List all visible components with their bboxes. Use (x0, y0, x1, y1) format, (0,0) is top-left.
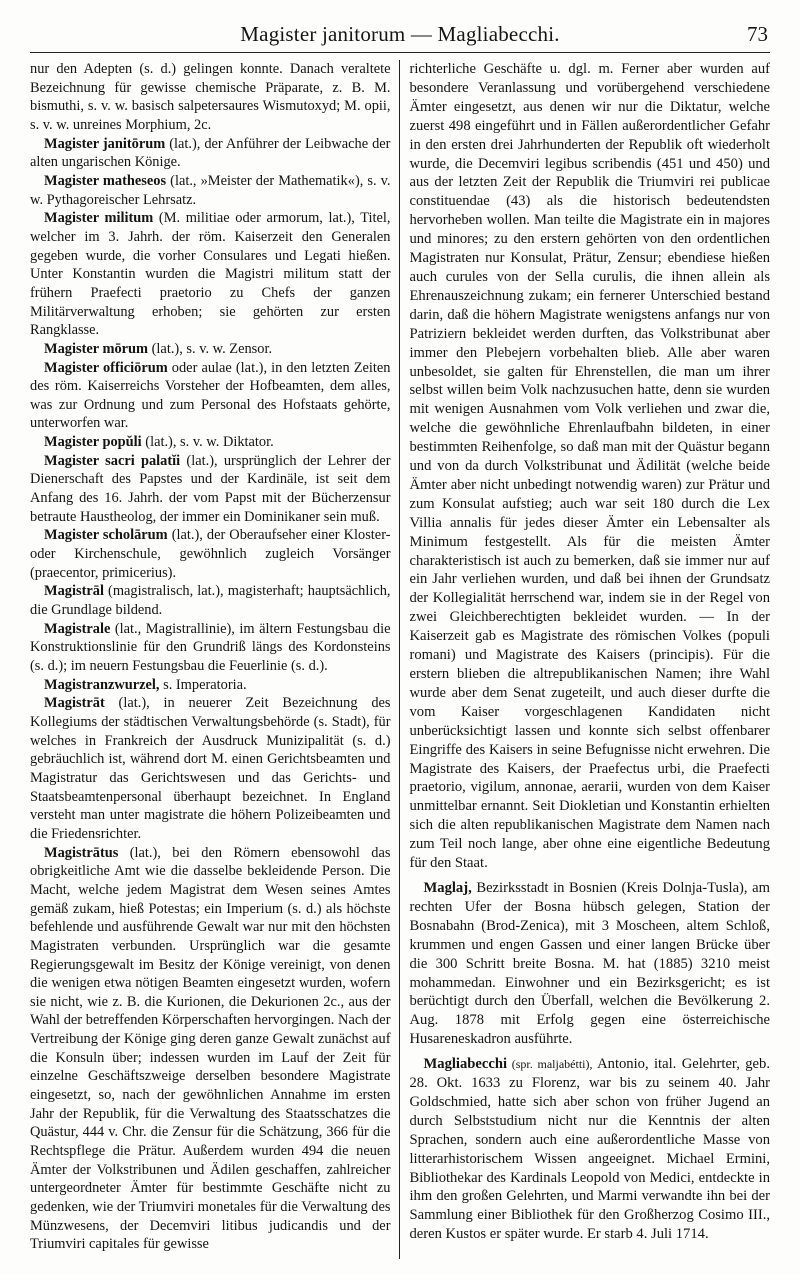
entry-text: Antonio, ital. Gelehrter, geb. 28. Okt. 1633 zu Florenz, war bis zu seinem 40. Jahr Goldschmied, hatte sich aber schon von früher Jugend an durch Selbststudium nicht nur die Kenntnis der alten Sprachen, sondern auch eine außerordentliche Masse von litterarhistorischem Wissen angeeignet. Michael Ermini, Bibliothekar des Kardinals Leopold von Medici, entdeckte in ihm den großen Gelehrten, und Marmi verwandte ihn bei der Sammlung einer Bibliothek für den Großherzog Cosimo III., deren Kustos er später wurde. Er starb 4. Juli 1714. (409, 1056, 770, 1243)
entry (30, 526, 391, 582)
entry-lemma: Magister officiōrum (44, 359, 168, 376)
entry-text: richterliche Geschäfte u. dgl. m. Ferner aber wurden auf besondere Veranlassung und vorübergehend verschiedene Ämter eingesetzt, aus denen wir nur die Diktatur, welche zuerst 498 eingeführt und in Fällen außerordentlicher Gefahr in den ersten drei Jahrhunderten der Republik oft wiederholt wurde, die Decemviri legibus scribendis (451 und 450) und aus der letzten Zeit der Republik die Triumviri rei publicae constituendae (43) als die historisch bedeutendsten hervorheben wollen. Man teilte die Magistrate ein in majores und minores; zu den erstern gehörten von den ordentlichen Magistraten nur Konsulat, Prätur, Zensur; ebendiese hießen auch curules von der Sella curulis, die ihnen allein als Ehrenauszeichnung zukam; ein fernerer Unterschied bestand darin, daß die höhern Magistrate wenigstens anfangs nur von Patriziern bekleidet werden durften, das Volkstribunat aber immer den Plebejern vorbehalten blieb. Alle aber waren unbesoldet, sie galten für Ehrenstellen, die man um ihrer selbst willen beim Volk nachzusuchen hatte, denn sie wurden mit wenigen Ausnahmen vom Volk verliehen und zwar die, welche die gewöhnliche Ehrenlaufbahn bildeten, in einer bestimmten Reihenfolge, so daß man mit der Quästur begann und von da durch Volkstribunat und Ädilität (welche beide Ämter aber nicht unbedingt notwendig waren) zur Prätur und zum Konsulat aufstieg; auch war seit 180 durch die Lex Villia annalis für jedes dieser Ämter ein Lebensalter als Minimum festgestellt. Als für die meisten Ämter charakteristisch ist auch zu bemerken, daß sie immer nur auf ein Jahr verliehen wurden, und daß bei ihnen der Grundsatz der Kollegialität herrschend war, indem sie in der Regel von zwei Gleichberechtigten bekleidet wurden. — In der Kaiserzeit gab es Magistrate des römischen Volkes (populi romani) und Magistrate des Kaisers (principis). Für die erstern blieben die altrepublikanischen Namen; ihre Wahl wurde aber dem Senat zugeteilt, und auch dieser durfte die vom Kaiser vorgeschlagenen Kandidaten nicht unberücksichtigt lassen und konnte sich selbst offenbarer Eingriffe des Kaisers in seine Befugnisse nicht erwehren. Die Magistrate des Kaisers, der Praefectus urbi, die Praefecti praetorio, vigilum, annonae, aerarii, wurden von dem Kaiser unmittelbar ernannt. Seit Diokletian und Konstantin erhielten sich die alten republikanischen Magistrate dem Namen nach zum Teil noch lange, aber ohne eine eigentliche Bedeutung für den Staat. (409, 61, 770, 872)
text-columns (30, 60, 770, 1259)
entry (30, 172, 391, 209)
entry-lemma: Magistrātus (44, 844, 119, 861)
entry (30, 209, 391, 340)
entry-lemma: Magistranzwurzel, (44, 676, 160, 693)
entry (30, 433, 391, 452)
entry-text: (lat., »Meister der Mathematik«), s. v. w. Pythagoreischer Lehrsatz. (30, 172, 391, 208)
entry-text: (lat.), der Oberaufseher einer Kloster- oder Kirchenschule, gewöhnlich zugleich Vorsänger (praecentor, primicerius). (30, 527, 391, 581)
page-number: 73 (747, 22, 768, 46)
entry-text: (lat., Magistrallinie), im ältern Festungsbau die Konstruktionslinie für den Grundriß längs des Kordonsteins (s. d.); im neuern Festungsbau die Feuerlinie (s. d.). (30, 620, 391, 674)
entry-text: s. Imperatoria. (159, 676, 247, 693)
entry-lemma: Maglaj, (423, 879, 472, 896)
entry-lemma: Magister popŭli (44, 434, 142, 451)
entry-text: (lat.), s. v. w. Zensor. (148, 340, 273, 357)
entry-lemma: Magister mōrum (44, 340, 149, 357)
entry-lemma: Magistrale (44, 620, 111, 637)
entry (30, 340, 391, 359)
entry-lemma: Magister scholārum (44, 527, 168, 544)
entry-lemma: Magister janitōrum (44, 135, 166, 152)
page-header (30, 18, 770, 53)
entry (30, 844, 391, 1254)
entry-text: (lat.), der Anführer der Leibwache der alten ungarischen Könige. (30, 135, 391, 171)
entry (30, 620, 391, 676)
entry (410, 879, 771, 1049)
entry-text: (lat.), in neuerer Zeit Bezeichnung des Kollegiums der städtischen Verwaltungsbehörde (s. Stadt), für welches in Frankreich der Ausdruck Munizipalität (s. d.) gebräuchlich ist, während dort M. einen Gerichtsbeamten und Magistratur das Gerichtswesen und das Gerichts- und Staatsbeamtenpersonal überhaupt bezeichnet. In England versteht man unter magistrate die höhern Polizeibeamten und die Friedensrichter. (30, 695, 391, 842)
entry-lemma: Magister militum (44, 210, 154, 227)
entry (30, 60, 391, 135)
entry (410, 1055, 771, 1244)
entry-text: (lat.), bei den Römern ebensowohl das obrigkeitliche Amt wie die dasselbe bekleidende Person. Die Macht, welche jedem Magistrat dem Wesen seines Amtes gemäß zukam, hieß Potestas; ein Imperium (s. d.) als höchste befehlende und ausführende Gewalt war nur mit den höchsten Magistraten verbunden. Ursprünglich war die gesamte Regierungsgewalt im Besitz der Könige vereinigt, von denen die wenigen etwa nötigen Beamten eingesetzt wurden, wofern sie nicht, wie z. B. die Kurionen, die Dekurionen 2c., aus der Wahl der betreffenden Körperschaften hervorgingen. Nach der Vertreibung der Könige ging deren ganze Gewalt zunächst auf die Konsuln über; indessen wurden im Lauf der Zeit für einzelne Geschäftszweige derselben besondere Magistrate eingesetzt, so, nach der gewöhnlichen Annahme im ersten Jahr der Republik, für die Verwaltung des Staatsschatzes die Quästur, 444 v. Chr. die Zensur für die Schätzung, 366 für die Rechtspflege die Prätur. Außerdem wurden 494 die neuen Ämter der Volkstribunen und Ädilen geschaffen, zahlreicher untergeordneter Ämter für bestimmte Geschäfte nicht zu gedenken, wie der Triumviri monetales für die Verwaltung des Münzwesens, der Decemviri litibus judicandis und der Triumviri capitales für gewisse (30, 844, 391, 1253)
entry-lemma: Magistrāt (44, 695, 105, 712)
entry-lemma: Magliabecchi (423, 1056, 507, 1073)
entry-text: Bezirksstadt in Bosnien (Kreis Dolnja-Tusla), am rechten Ufer der Bosna hübsch gelegen, Station der Bosnabahn (Brod-Zenica), mit 3 Moscheen, altem Schloß, krummen und engen Gassen und einer langen Brücke über die 300 Schritt breite Bosna. M. hat (1885) 3210 meist mohammedan. Einwohner und ein Bezirksgericht; es ist berüchtigt durch den Überfall, welchen die Bevölkerung 2. Aug. 1878 mit Erfolg gegen eine österreichische Husareneskadron ausführte. (409, 879, 770, 1048)
left-column (30, 60, 397, 1259)
entry (30, 359, 391, 434)
entry-lemma: Magister matheseos (44, 172, 167, 189)
entry (30, 582, 391, 619)
entry-text: (lat.), s. v. w. Diktator. (141, 434, 274, 451)
entry (30, 694, 391, 843)
entry-text: nur den Adepten (s. d.) gelingen konnte. Danach veraltete Bezeichnung für gewisse chemische Präparate, z. B. M. bismuthi, s. v. w. basisch salpetersaures Wismutoxyd; M. opii, s. v. w. unreines Morphium, 2c. (30, 61, 391, 133)
entry (30, 135, 391, 172)
entry (410, 60, 771, 873)
column-divider (399, 60, 400, 1259)
entry (30, 452, 391, 527)
entry-pronunciation: (spr. maljabétti), (507, 1057, 593, 1072)
entry-text: (magistralisch, lat.), magisterhaft; hauptsächlich, die Grundlage bildend. (30, 583, 391, 619)
entry-lemma: Magister sacri palatĭi (44, 452, 181, 469)
entry (30, 676, 391, 695)
entry-text: (lat.), ursprünglich der Lehrer der Dienerschaft des Papstes und der Kardinäle, ist seit dem Anfang des 16. Jahrh. der vom Papst mit der Bücherzensur betraute Haustheolog, der immer ein Dominikaner sein muß. (30, 452, 391, 525)
right-column (402, 60, 771, 1259)
entry-text: oder aulae (lat.), in den letzten Zeiten des röm. Kaiserreichs Vorsteher der Hofbeamten, dem alles, was zur Ordnung und zum Personal des Hofstaats gehörte, unterworfen war. (30, 359, 391, 432)
entry-text: (M. militiae oder armorum, lat.), Titel, welcher im 3. Jahrh. der röm. Kaiserzeit den Generalen gegeben wurde, die vorher Consulares und Legati hießen. Unter Konstantin wurden die Magistri militum statt der frühern Praefecti praetorio zu Chefs der ganzen Militärverwaltung erhoben; sie gehörten zur ersten Rangklasse. (30, 210, 391, 339)
running-title: Magister janitorum — Magliabecchi. (240, 22, 560, 46)
entry-lemma: Magistrāl (44, 583, 104, 600)
